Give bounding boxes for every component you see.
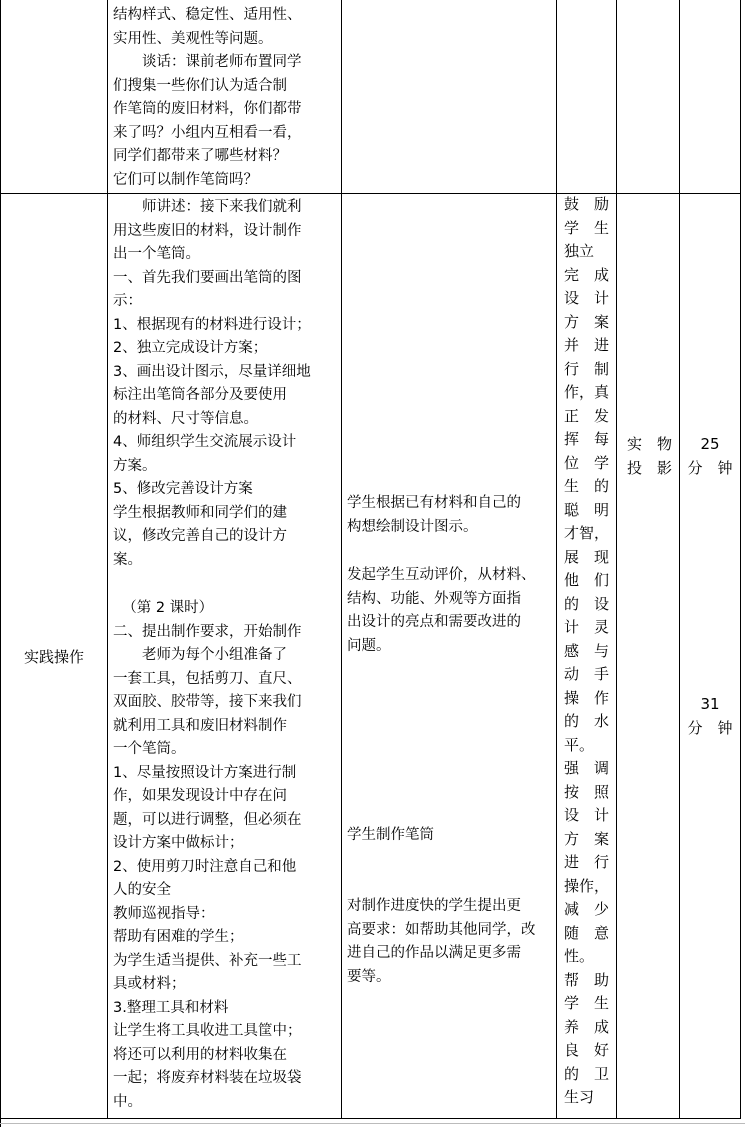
time-line: 25 xyxy=(700,435,720,453)
intent-line: 才智， xyxy=(564,524,610,542)
text-line: 进自己的作品以满足更多需 xyxy=(347,945,521,961)
intent-line: 挥 每 xyxy=(564,430,610,448)
text-line: 师讲述：接下来我们就利 xyxy=(113,199,302,215)
intent-line: 的 卫 xyxy=(564,1064,610,1083)
text-line: 结构、功能、外观等方面指 xyxy=(347,590,521,607)
teacher-activity-part1 xyxy=(113,196,339,572)
student-activity-b xyxy=(347,564,555,658)
text-line: 3、画出设计图示，尽量详细地 xyxy=(113,363,311,380)
intent-line: 展 现 xyxy=(564,547,610,566)
intent-line: 进 行 xyxy=(564,853,610,871)
text-line: 它们可以制作笔筒吗？ xyxy=(113,171,258,188)
time-line: 分 钟 xyxy=(687,458,733,477)
text-line: 来了吗？小组内互相看一看， xyxy=(113,124,302,141)
text-line: 题，可以进行调整，但必须在 xyxy=(113,811,302,828)
text-line: 用这些废旧的材料，设计制作 xyxy=(113,222,302,239)
text-line: 3.整理工具和材料 xyxy=(113,999,229,1016)
intent-line: 动 手 xyxy=(564,665,610,683)
text-line: 发起学生互动评价，从材料、 xyxy=(347,567,536,583)
text-line: 高要求：如帮助其他同学，改 xyxy=(347,921,536,938)
table-border-right xyxy=(740,0,741,1119)
intent-line: 学 生 xyxy=(564,218,610,237)
intent-line: 养 成 xyxy=(564,1017,610,1036)
text-line: 5、修改完善设计方案 xyxy=(113,481,253,497)
column-divider-5 xyxy=(679,0,680,1119)
text-line: 具或材料； xyxy=(113,976,186,992)
design-intent xyxy=(558,193,616,1110)
intent-line: 方 案 xyxy=(564,829,610,848)
text-line: 一起；将废弃材料装在垃圾袋 xyxy=(113,1070,302,1086)
text-line: 学生制作笔筒 xyxy=(347,827,434,843)
intent-line: 设 计 xyxy=(564,289,610,307)
text-line: 的材料、尺寸等信息。 xyxy=(113,410,258,427)
intent-line: 的 水 xyxy=(564,712,610,730)
intent-line: 操作， xyxy=(564,876,610,895)
text-line: 示： xyxy=(113,293,142,309)
intent-line: 完 成 xyxy=(564,265,610,284)
text-line: 双面胶、胶带等，接下来我们 xyxy=(113,694,302,710)
text-line: 人的安全 xyxy=(113,882,171,898)
text-line: 老师为每个小组准备了 xyxy=(113,647,287,663)
text-line: 中。 xyxy=(113,1093,142,1110)
text-line: 结构样式、稳定性、适用性、 xyxy=(113,7,302,23)
intent-line: 良 好 xyxy=(564,1041,610,1059)
time-line: 分 钟 xyxy=(687,718,733,737)
text-line: 1、根据现有的材料进行设计； xyxy=(113,316,311,333)
text-line: 问题。 xyxy=(347,637,391,654)
intent-line: 方 案 xyxy=(564,312,610,331)
text-line: 学生根据教师和同学们的建 xyxy=(113,504,287,521)
column-divider-4 xyxy=(616,0,617,1119)
column-divider-2 xyxy=(341,0,342,1119)
column-divider-3 xyxy=(556,0,557,1119)
time-allocation-2 xyxy=(681,693,739,740)
text-line: 对制作进度快的学生提出更 xyxy=(347,898,521,914)
text-line: 一个笔筒。 xyxy=(113,741,186,757)
intent-line: 平。 xyxy=(564,735,595,754)
intent-line: 帮 助 xyxy=(564,970,610,989)
intent-line: 位 学 xyxy=(564,453,610,472)
text-line: 构想绘制设计图示。 xyxy=(347,518,478,535)
text-line: 们搜集一些你们认为适合制 xyxy=(113,77,287,94)
intent-line: 聪 明 xyxy=(564,500,610,519)
intent-line: 独立 xyxy=(564,242,595,260)
intent-line: 感 与 xyxy=(564,641,610,660)
intent-line: 减 少 xyxy=(564,900,610,918)
stage-label xyxy=(1,194,107,1118)
text-line: 出设计的亮点和需要改进的 xyxy=(347,614,521,630)
intent-line: 并 进 xyxy=(564,336,610,354)
text-line: 让学生将工具收进工具筐中； xyxy=(113,1023,302,1039)
teaching-media xyxy=(621,433,679,480)
text-line: 为学生适当提供、补充一些工 xyxy=(113,952,302,969)
column-divider-1 xyxy=(107,0,108,1119)
row1-activity-text xyxy=(113,4,339,192)
intent-line: 强 调 xyxy=(564,759,610,777)
intent-line: 学 生 xyxy=(564,994,610,1012)
text-line: 学生根据已有材料和自己的 xyxy=(347,495,521,511)
text-line: 帮助有困难的学生； xyxy=(113,929,244,945)
text-line: 教师巡视指导： xyxy=(113,905,215,922)
text-line: 作，如果发现设计中存在问 xyxy=(113,788,287,804)
text-line: 2、使用剪刀时注意自己和他 xyxy=(113,858,297,875)
media-line: 实 物 xyxy=(627,435,673,453)
intent-line: 正 发 xyxy=(564,406,610,425)
time-allocation-1 xyxy=(681,433,739,480)
text-line: 一套工具，包括剪刀、直尺、 xyxy=(113,670,302,687)
text-line: 就利用工具和废旧材料制作 xyxy=(113,717,287,734)
intent-line: 生 的 xyxy=(564,477,610,495)
text-line: 议，修改完善自己的设计方 xyxy=(113,528,287,544)
intent-line: 作，真 xyxy=(564,383,610,401)
text-line: 二、提出制作要求，开始制作 xyxy=(113,623,302,640)
text-line: 2、独立完成设计方案； xyxy=(113,340,268,356)
text-line: 方案。 xyxy=(113,457,157,474)
table-border-bottom xyxy=(0,1118,741,1119)
text-line: 设计方案中做标计； xyxy=(113,835,244,851)
text-line: 作笔筒的废旧材料，你们都带 xyxy=(113,101,302,117)
student-activity-c xyxy=(347,824,555,848)
text-line: 出一个笔筒。 xyxy=(113,246,200,262)
intent-line: 按 照 xyxy=(564,782,610,801)
teacher-activity-part2 xyxy=(113,597,339,1114)
text-line: 将还可以利用的材料收集在 xyxy=(113,1046,287,1063)
text-line: 同学们都带来了哪些材料？ xyxy=(113,148,287,164)
intent-line: 他 们 xyxy=(564,571,610,589)
student-activity-d xyxy=(347,895,555,989)
stage-label-text: 实践操作 xyxy=(23,647,84,666)
text-line: 标注出笔筒各部分及要使用 xyxy=(113,387,287,403)
text-line: 1、尽量按照设计方案进行制 xyxy=(113,764,297,781)
intent-line: 鼓 励 xyxy=(564,195,610,213)
time-line: 31 xyxy=(700,695,720,713)
student-activity-a xyxy=(347,492,555,539)
row-divider xyxy=(0,193,741,194)
media-line: 投 影 xyxy=(627,458,673,477)
intent-line: 设 计 xyxy=(564,806,610,824)
page-bottom-rule xyxy=(0,1123,745,1124)
text-line: 实用性、美观性等问题。 xyxy=(113,30,273,47)
text-line: （第 2 课时） xyxy=(113,600,214,616)
intent-line: 的 设 xyxy=(564,594,610,613)
text-line: 一、首先我们要画出笔筒的图 xyxy=(113,269,302,286)
intent-line: 行 制 xyxy=(564,359,610,378)
intent-line: 生习 xyxy=(564,1088,595,1106)
intent-line: 随 意 xyxy=(564,923,610,942)
text-line: 要等。 xyxy=(347,968,391,985)
intent-line: 计 灵 xyxy=(564,618,610,636)
intent-line: 操 作 xyxy=(564,688,610,707)
text-line: 谈话：课前老师布置同学 xyxy=(113,54,302,70)
text-line: 4、师组织学生交流展示设计 xyxy=(113,434,297,450)
text-line: 案。 xyxy=(113,551,142,568)
intent-line: 性。 xyxy=(564,947,595,965)
